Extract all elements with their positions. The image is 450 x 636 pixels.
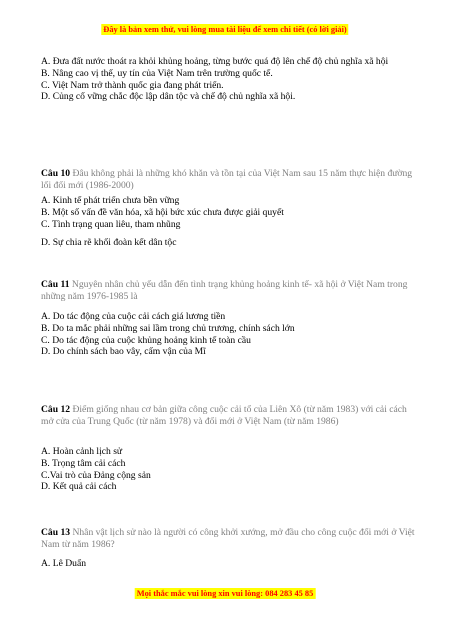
question-label: Câu 11 [41,279,70,290]
question-12-options [41,446,416,493]
question-text: Câu 10 Đâu không phải là những khó khăn và tồn tại của Việt Nam sau 15 năm thực hiện đường lối đổi mới (1986-2000) [41,168,413,191]
option: C.Vai trò của Đảng cộng sản [41,469,151,481]
question-10-option-d [41,237,416,249]
option: D. Củng cố vững chắc độc lập dân tộc và chế độ chủ nghĩa xã hội. [41,91,296,103]
question-12 [41,404,416,428]
question-10-options [41,195,416,230]
option: A. Do tác động của cuộc cải cách giá lương tiền [41,311,226,322]
contact-footer-banner: Mọi thắc mắc vui lòng xin vui lòng: 084 283 45 85 [136,589,314,598]
option: C. Do tác động của cuộc khủng hoảng kinh tế toàn cầu [41,334,251,346]
option: B. Nâng cao vị thế, uy tín của Việt Nam trên trường quốc tế. [41,67,273,79]
option: A. Kinh tế phát triển chưa bền vững [41,195,180,206]
preview-notice-banner: Đây là bản xem thử, vui lòng mua tài liệu để xem chi tiết (có lời giải) [103,25,347,34]
option: D. Do chính sách bao vây, cấm vận của Mĩ [41,346,206,358]
option: A. Đưa đất nước thoát ra khỏi khủng hoảng, từng bước quá độ lên chế độ chủ nghĩa xã hội [41,56,389,67]
question-text: Câu 12 Điểm giống nhau cơ bản giữa công cuộc cải tổ của Liên Xô (từ năm 1983) với cải cách mở cửa của Trung Quốc (từ năm 1978) và đổi mới ở Việt Nam (từ năm 1986) [41,404,407,427]
option: A. Lê Duẩn [41,558,87,569]
option: C. Việt Nam trở thành quốc gia đang phát triển. [41,79,224,91]
question-label: Câu 12 [41,404,71,415]
option: B. Một số vấn đề văn hóa, xã hội bức xúc chưa được giải quyết [41,206,284,218]
question-13 [41,527,416,551]
question-text: Câu 11 Nguyên nhân chủ yếu dẫn đến tình trạng khủng hoảng kinh tế- xã hội ở Việt Nam trong những năm 1976-1985 là [41,279,408,302]
question-11 [41,279,416,303]
question-label: Câu 10 [41,168,71,179]
option: D. Sự chia rẽ khối đoàn kết dân tộc [41,237,177,248]
option: B. Trọng tâm cải cách [41,457,126,469]
question-11-options [41,311,416,358]
previous-question-options [41,56,416,103]
question-label: Câu 13 [41,527,71,538]
option: A. Hoàn cảnh lịch sử [41,446,123,457]
question-10 [41,168,416,192]
option: D. Kết quả cải cách [41,481,117,493]
option: B. Do ta mắc phải những sai lầm trong chủ trương, chính sách lớn [41,322,295,334]
question-13-options [41,558,416,570]
option: C. Tình trạng quan liêu, tham nhũng [41,218,181,230]
question-text: Câu 13 Nhân vật lịch sử nào là người có công khởi xướng, mở đầu cho công cuộc đổi mới ở Việt Nam từ năm 1986? [41,527,415,550]
